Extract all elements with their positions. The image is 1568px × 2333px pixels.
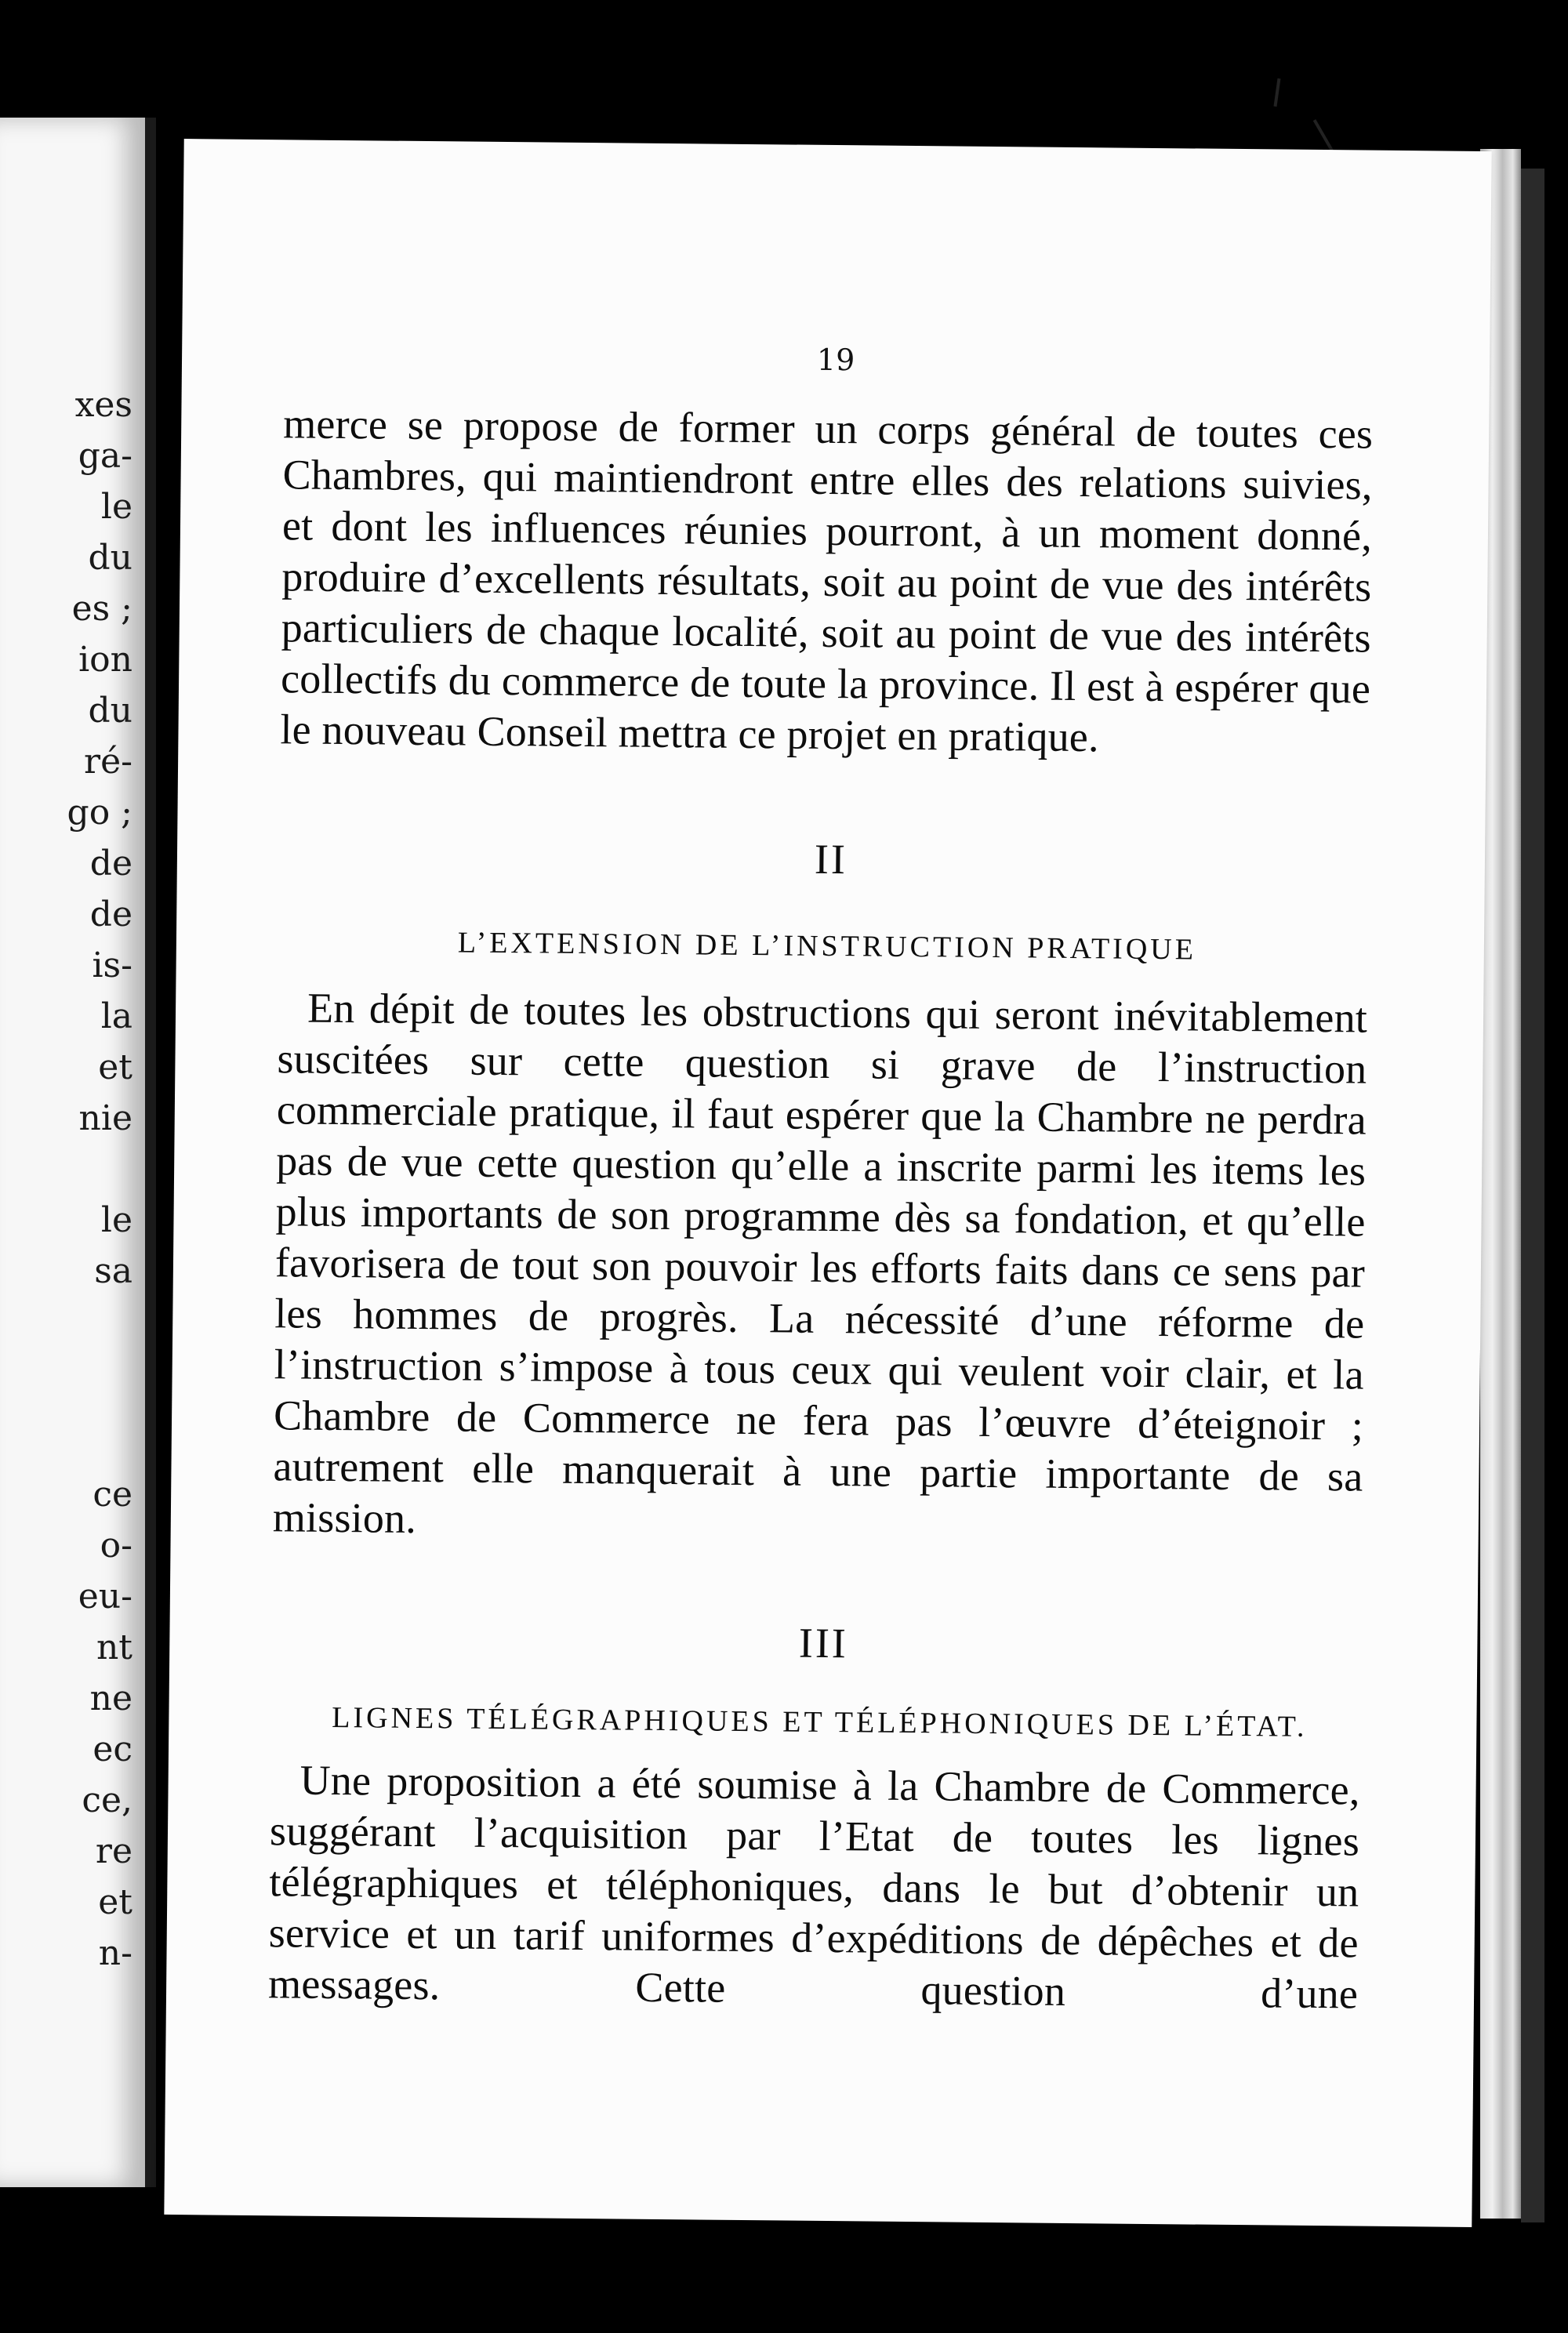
section-2-paragraph: En dépit de toutes les obstructions qui seront inévitablement suscitées sur cette question si grave de l’instruction commerciale pratique, il faut espérer que la Chambre ne perdra pas de vue cette question qu’elle a inscrite parmi les items les plus importants de son programme dès sa fondation, et qu’elle favorisera de tout son pouvoir les efforts faits dans ce sens par les hommes de progrès. La nécessité d’une réforme de l’instruction s’impose à tous ceux qui veulent voir clair, et la Chambre de Commerce ne fera pas l’œuvre d’éteignoir ; autrement elle manquerait à une partie importante de sa mission. bbox=[272, 984, 1368, 1542]
paragraph-continuation: merce se propose de former un corps général de toutes ces Chambres, qui maintiendront entre elles des relations suivies, et dont les influences réunies pourront, à un moment donné, produire d’excellents résultats, soit au point de vue des intérêts particuliers de chaque localité, soit au point de vue des intérêts collectifs du commerce de toute la province. Il est à espérer que le nouveau Conseil mettra ce projet en pratique. bbox=[280, 400, 1374, 761]
left-page-fragment: xes bbox=[74, 385, 132, 425]
left-page-fragment: et bbox=[98, 1882, 132, 1922]
left-page-fragment: de bbox=[89, 894, 132, 934]
section-heading-2: L’EXTENSION DE L’INSTRUCTION PRATIQUE bbox=[457, 926, 1197, 967]
left-page-fragment: et bbox=[98, 1047, 132, 1087]
left-page-fragment: re bbox=[95, 1831, 132, 1871]
left-facing-page bbox=[0, 118, 156, 2187]
left-page-fragment: de bbox=[89, 844, 132, 883]
left-page-fragment: o- bbox=[100, 1526, 132, 1566]
scan-artifact-mark bbox=[1274, 78, 1281, 107]
left-page-fragment: sa bbox=[94, 1251, 132, 1291]
page-number: 19 bbox=[816, 342, 855, 378]
left-page-fragment: ion bbox=[78, 640, 132, 680]
left-page-fragment: ré- bbox=[84, 742, 132, 782]
left-page-fragment: ec bbox=[93, 1729, 132, 1769]
section-heading-3: LIGNES TÉLÉGRAPHIQUES ET TÉLÉPHONIQUES DE L’ÉTAT. bbox=[332, 1700, 1308, 1743]
section-numeral-2: II bbox=[814, 835, 848, 883]
left-page-fragment: ne bbox=[89, 1678, 132, 1718]
left-page-fragment: nt bbox=[96, 1627, 132, 1667]
left-page-fragment: ce, bbox=[82, 1780, 132, 1820]
left-page-fragment: eu- bbox=[78, 1576, 132, 1616]
left-page-fragment: n- bbox=[98, 1933, 132, 1973]
left-page-fragment: la bbox=[100, 996, 132, 1036]
left-page-fragment: le bbox=[100, 1200, 132, 1240]
book-cover-edge bbox=[1521, 169, 1544, 2222]
left-page-fragment: du bbox=[88, 691, 132, 731]
left-page-fragment: ce bbox=[93, 1475, 132, 1515]
left-page-fragment: ga- bbox=[78, 436, 132, 476]
left-page-fragment: du bbox=[88, 538, 132, 578]
left-page-fragment: is- bbox=[92, 945, 132, 985]
section-3-paragraph: Une proposition a été soumise à la Chambre de Commerce, suggérant l’acquisition par l’Etat de toutes les lignes télégraphiques et téléphoniques, dans le but d’obtenir un service et un tarif uniformes d’expéditions de dépêches et de messages. Cette question d’une bbox=[267, 1756, 1360, 2018]
section-numeral-3: III bbox=[798, 1619, 849, 1667]
left-page-fragment: es ; bbox=[71, 589, 132, 629]
scan-artifact-mark bbox=[1313, 119, 1334, 152]
left-page-fragment: nie bbox=[78, 1098, 132, 1138]
left-page-fragment: le bbox=[100, 487, 132, 527]
book-page bbox=[164, 139, 1491, 2227]
left-page-fragment: go ; bbox=[67, 793, 132, 833]
